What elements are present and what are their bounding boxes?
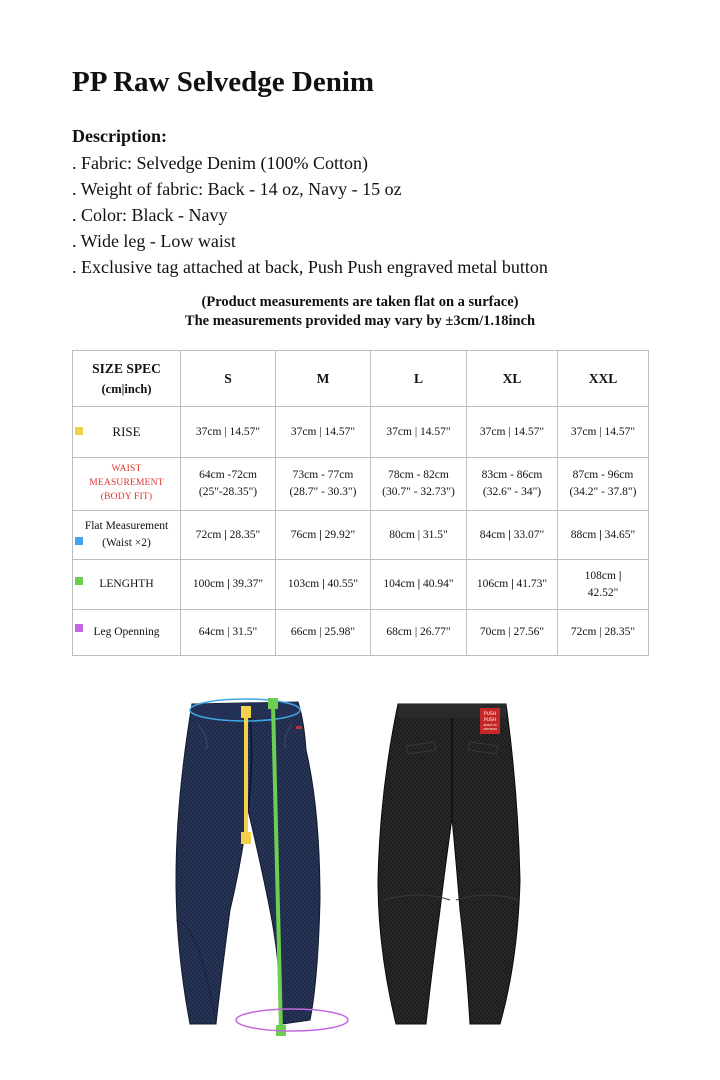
table-row	[73, 610, 649, 656]
cell-inch: 34.65"	[604, 528, 636, 541]
table-cell	[276, 458, 371, 511]
brand-tag-text: PUSH	[483, 712, 497, 717]
table-cell: 64cm | 31.5"	[181, 610, 276, 656]
table-cell: 70cm | 27.56"	[467, 610, 558, 656]
cell-inch: 40.94"	[423, 578, 454, 591]
table-row	[73, 560, 649, 610]
table-cell: 103cm | 40.55"	[276, 560, 371, 610]
table-cell: 100cm | 39.37"	[181, 560, 276, 610]
brand-tag-text: MADE IN	[483, 723, 497, 727]
flat-label-cell	[73, 511, 181, 560]
rise-label-cell	[73, 407, 181, 458]
cell-inch: 42.52"	[587, 586, 619, 599]
table-cell: 104cm | 40.94"	[371, 560, 467, 610]
table-cell: 37cm | 14.57"	[181, 407, 276, 458]
cell-cm: 78cm - 82cm	[388, 469, 449, 482]
cell-cm: 108cm	[584, 569, 616, 582]
measurement-note: (Product measurements are taken flat on a surface)	[201, 294, 519, 310]
table-cell: 66cm | 25.98"	[276, 610, 371, 656]
table-cell: 37cm | 14.57"	[371, 407, 467, 458]
table-cell: 108cm | 42.52"	[558, 560, 649, 610]
page-title: PP Raw Selvedge Denim	[72, 66, 375, 98]
length-guide-marker	[268, 698, 278, 709]
cell-cm: 76cm	[290, 528, 317, 541]
description-item: . Weight of fabric: Back - 14 oz, Navy - 15 oz	[72, 179, 402, 199]
table-cell: 72cm | 28.35"	[558, 610, 649, 656]
leg-label: Leg Openning	[93, 626, 160, 639]
table-row	[73, 511, 649, 560]
cell-inch: (34.2" - 37.8")	[569, 486, 637, 498]
length-label: LENGHTH	[99, 578, 154, 591]
cell-inch: (25"-28.35")	[198, 486, 258, 498]
cell-inch: (28.7" - 30.3")	[289, 486, 357, 498]
unit-label: (cm|inch)	[101, 381, 152, 396]
table-cell: 37cm | 14.57"	[276, 407, 371, 458]
brand-tag-text: PUSH	[483, 718, 497, 723]
rise-guide-marker	[241, 832, 251, 844]
cell-cm: 103cm	[287, 578, 320, 591]
description-item: . Color: Black - Navy	[72, 205, 228, 225]
description-heading: Description:	[72, 126, 167, 146]
length-label-cell	[73, 560, 181, 610]
table-cell	[371, 458, 467, 511]
table-cell: 37cm | 14.57"	[467, 407, 558, 458]
cell-inch: 28.35"	[229, 528, 261, 541]
table-row	[73, 407, 649, 458]
cell-cm: 104cm	[383, 578, 415, 591]
size-spec-label: SIZE SPEC	[92, 360, 161, 376]
cell-cm: 106cm	[476, 578, 509, 591]
cell-cm: 100cm	[192, 578, 225, 591]
length-color-swatch	[75, 577, 83, 585]
table-cell: 84cm | 33.07"	[467, 511, 558, 560]
leg-color-swatch	[75, 624, 83, 632]
size-header-xxl: XXL	[558, 351, 649, 407]
flat-color-swatch	[75, 537, 83, 545]
table-cell: 76cm | 29.92"	[276, 511, 371, 560]
cell-cm: 73cm - 77cm	[292, 469, 354, 482]
rise-label: RISE	[112, 423, 141, 439]
table-cell: 106cm | 41.73"	[467, 560, 558, 610]
cell-cm: 80cm	[389, 528, 415, 541]
product-figure	[170, 690, 570, 1050]
cell-cm: 84cm	[479, 528, 506, 541]
cell-cm: 64cm -72cm	[199, 469, 257, 482]
rise-guide-marker	[241, 706, 251, 718]
cell-inch: 33.07"	[513, 528, 545, 541]
cell-cm: 72cm	[195, 528, 222, 541]
waist-label: (BODY FIT)	[100, 491, 153, 502]
cell-cm: 88cm	[570, 528, 597, 541]
description-item: . Exclusive tag attached at back, Push Push engraved metal button	[72, 257, 548, 277]
cell-inch: 39.37"	[232, 578, 264, 591]
table-cell: 88cm | 34.65"	[558, 511, 649, 560]
cell-inch: 40.55"	[327, 578, 359, 591]
black-jeans-back	[378, 704, 520, 1024]
table-cell	[558, 458, 649, 511]
leg-label-cell	[73, 610, 181, 656]
table-cell	[181, 458, 276, 511]
waist-label: MEASUREMENT	[89, 478, 164, 489]
cell-inch: 29.92"	[324, 528, 356, 541]
description-item: . Wide leg - Low waist	[72, 231, 236, 251]
flat-label: Flat Measurement	[84, 520, 169, 533]
flat-label: (Waist ×2)	[102, 537, 151, 549]
cell-inch: 31.5"	[422, 528, 448, 541]
measurement-tolerance-note: The measurements provided may vary by ±3cm/1.18inch	[184, 313, 536, 329]
table-row	[73, 458, 649, 511]
cell-cm: 87cm - 96cm	[572, 469, 634, 482]
size-spec-corner	[73, 351, 181, 407]
size-spec-table	[72, 350, 649, 656]
rise-color-swatch	[75, 427, 83, 435]
cell-cm: 83cm - 86cm	[481, 469, 543, 482]
size-header-s: S	[181, 351, 276, 407]
size-header-l: L	[371, 351, 467, 407]
table-cell: 37cm | 14.57"	[558, 407, 649, 458]
brand-tag-text: VIETNAM	[483, 727, 497, 731]
table-cell: 80cm | 31.5"	[371, 511, 467, 560]
waist-label-cell	[73, 458, 181, 511]
table-cell	[467, 458, 558, 511]
cell-inch: 41.73"	[516, 578, 548, 591]
size-header-xl: XL	[467, 351, 558, 407]
table-cell: 72cm | 28.35"	[181, 511, 276, 560]
size-header-row	[73, 351, 649, 407]
description-item: . Fabric: Selvedge Denim (100% Cotton)	[72, 153, 368, 173]
cell-inch: (32.6" - 34")	[482, 486, 542, 498]
cell-inch: (30.7" - 32.73")	[382, 486, 455, 498]
description-list	[72, 150, 548, 280]
waist-label: WAIST	[111, 464, 142, 475]
size-header-m: M	[276, 351, 371, 407]
table-cell: 68cm | 26.77"	[371, 610, 467, 656]
